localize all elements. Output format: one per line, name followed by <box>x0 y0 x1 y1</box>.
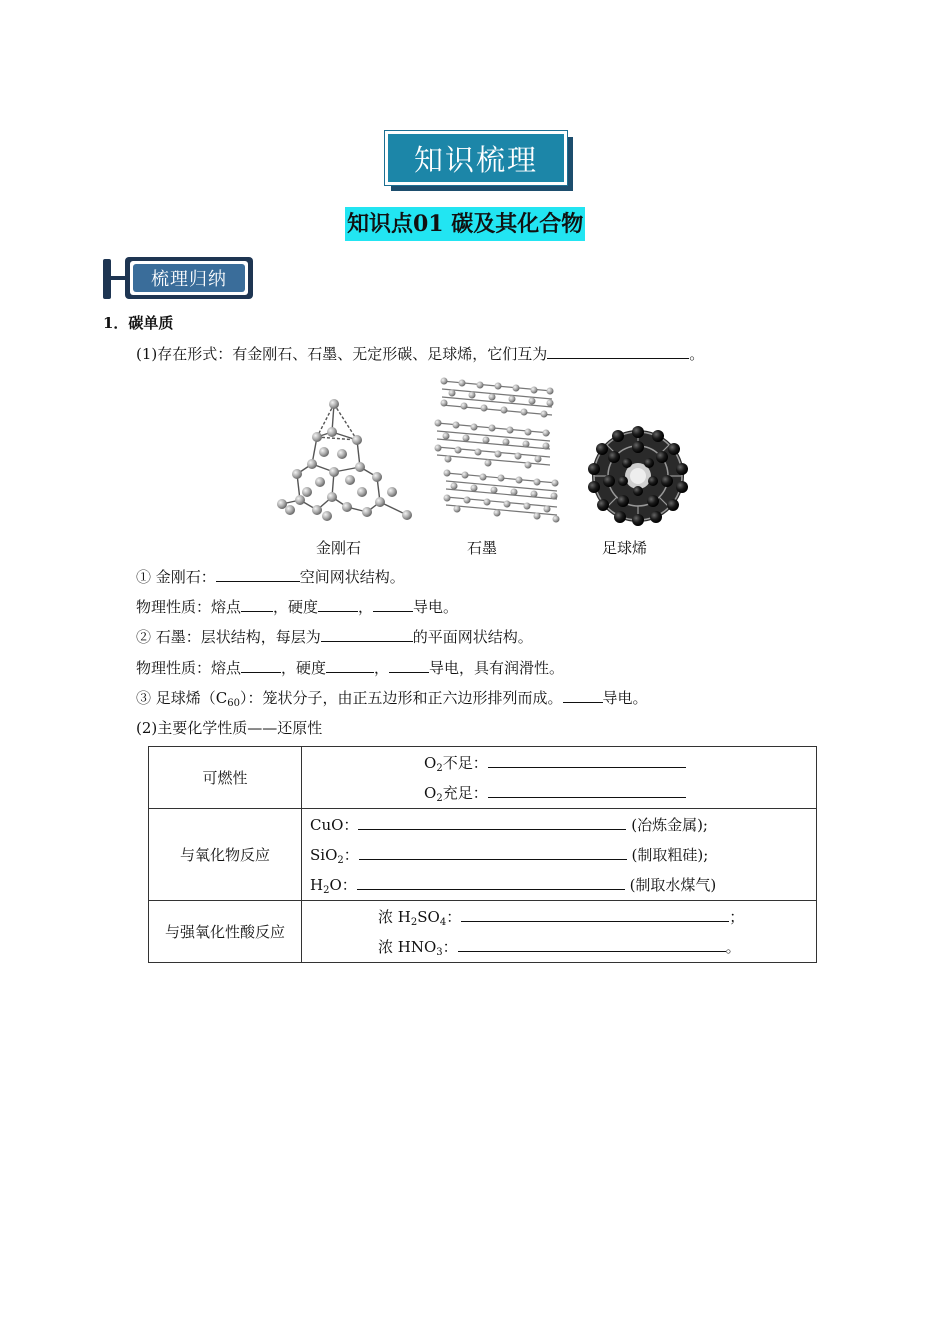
label: ： <box>343 845 359 864</box>
cuo-line <box>310 810 816 840</box>
fullerene-text-c: 导电。 <box>602 689 648 707</box>
table-row <box>149 901 817 963</box>
subscript: 2 <box>436 792 443 804</box>
existence-text: (1)存在形式：有金刚石、石墨、无定形碳、足球烯，它们互为 <box>136 345 548 363</box>
fullerene-text-a: ③ 足球烯（C <box>136 689 228 707</box>
graphite-structure-image <box>432 373 567 528</box>
blank-sio2 <box>359 845 627 860</box>
punct: 。 <box>725 937 741 956</box>
subscript: 2 <box>410 916 418 928</box>
note: (冶炼金属); <box>631 815 708 834</box>
label: 不足： <box>442 753 488 772</box>
blank-o2-sufficient <box>488 783 686 798</box>
row-body <box>302 747 817 809</box>
tag-bar <box>103 259 111 299</box>
row-head-acid-reaction: 与强氧化性酸反应 <box>149 901 302 963</box>
formula: 浓 H <box>378 907 411 926</box>
blank-diamond-hardness <box>318 597 358 612</box>
o2-insufficient-line <box>424 748 816 778</box>
props-conduct-label: 导电，具有润滑性。 <box>429 659 565 677</box>
blank-h2o <box>357 875 625 890</box>
blank-hno3 <box>458 937 726 952</box>
label: O： <box>329 875 357 894</box>
subscript: 3 <box>436 946 443 958</box>
blank-allotrope <box>547 344 689 359</box>
punct: ； <box>729 907 745 926</box>
h2o-line <box>310 870 816 900</box>
row-head-oxide-reaction: 与氧化物反应 <box>149 809 302 901</box>
row-body <box>302 901 817 963</box>
note: (制取粗硅); <box>631 845 709 864</box>
tag-connector <box>111 276 125 280</box>
table-row <box>149 747 817 809</box>
blank-graphite-structure <box>321 627 413 642</box>
existence-suffix: 。 <box>689 345 705 363</box>
h2so4-line <box>378 902 816 932</box>
label: 充足： <box>442 783 488 802</box>
props-comma: ， <box>374 659 390 677</box>
caption-fullerene: 足球烯 <box>602 539 648 557</box>
diamond-line <box>136 567 405 587</box>
section-banner <box>385 131 573 191</box>
diamond-suffix: 空间网状结构。 <box>299 568 405 586</box>
props-hardness-label: ，硬度 <box>281 659 327 677</box>
formula: SiO <box>310 845 338 864</box>
diamond-structure-image <box>272 392 422 527</box>
props-label: 物理性质：熔点 <box>136 598 242 616</box>
formula: O <box>424 753 437 772</box>
caption-graphite: 石墨 <box>467 539 498 557</box>
reduction-properties-table <box>148 746 817 963</box>
subscript: 2 <box>337 854 344 866</box>
label: ： <box>446 907 462 926</box>
formula: SO <box>417 907 440 926</box>
props-hardness-label: ，硬度 <box>273 598 319 616</box>
blank-diamond-structure <box>216 567 300 582</box>
fullerene-text-b: ）：笼状分子，由正五边形和正六边形排列而成。 <box>239 689 563 707</box>
fullerene-line <box>136 688 648 714</box>
diamond-props-line <box>136 597 458 617</box>
blank-diamond-conduct <box>373 597 413 612</box>
graphite-suffix: 的平面网状结构。 <box>412 628 533 646</box>
table-row <box>149 809 817 901</box>
blank-cuo <box>358 815 626 830</box>
formula: CuO： <box>310 815 359 834</box>
subscript: 2 <box>436 762 443 774</box>
sio2-line <box>310 840 816 870</box>
formula: 浓 HNO <box>378 937 437 956</box>
knowledge-point-title: 知识点01 碳及其化合物 <box>345 207 585 241</box>
o2-sufficient-line <box>424 778 816 808</box>
formula: O <box>424 783 437 802</box>
graphite-line <box>136 627 533 647</box>
blank-o2-insufficient <box>488 753 686 768</box>
row-head-combustibility: 可燃性 <box>149 747 302 809</box>
blank-h2so4 <box>461 907 729 922</box>
props-conduct-label: 导电。 <box>413 598 459 616</box>
subscript: 4 <box>439 916 447 928</box>
section-heading: 1．碳单质 <box>103 314 174 332</box>
diamond-text: ① 金刚石： <box>136 568 216 586</box>
existence-line <box>136 344 704 364</box>
graphite-text: ② 石墨：层状结构，每层为 <box>136 628 321 646</box>
fullerene-structure-image <box>583 421 693 531</box>
subscript: 2 <box>323 884 330 896</box>
label: ： <box>442 937 458 956</box>
blank-fullerene-conduct <box>563 688 603 703</box>
blank-graphite-melting <box>241 658 281 673</box>
summary-tag <box>103 257 253 301</box>
tag-label: 梳理归纳 <box>133 264 245 292</box>
blank-graphite-conduct <box>389 658 429 673</box>
note: (制取水煤气) <box>629 875 717 894</box>
props-comma: ， <box>358 598 374 616</box>
blank-diamond-melting <box>241 597 273 612</box>
hno3-line <box>378 932 816 962</box>
subscript: 60 <box>227 698 240 709</box>
graphite-props-line <box>136 658 564 678</box>
chem-properties-heading: (2)主要化学性质——还原性 <box>136 719 323 737</box>
formula: H <box>310 875 324 894</box>
blank-graphite-hardness <box>326 658 374 673</box>
props-label: 物理性质：熔点 <box>136 659 242 677</box>
caption-diamond: 金刚石 <box>316 539 362 557</box>
row-body <box>302 809 817 901</box>
banner-title: 知识梳理 <box>385 131 567 185</box>
